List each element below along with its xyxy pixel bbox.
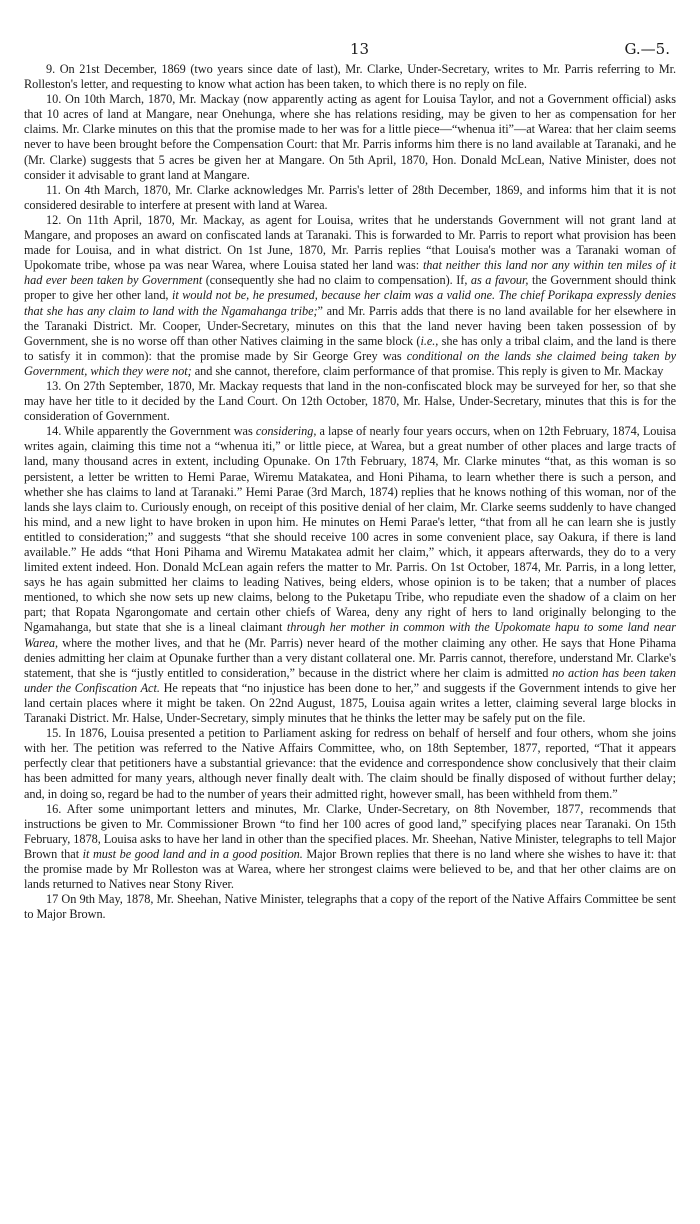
- italic-text: considering,: [255, 424, 317, 439]
- text-segment: she has only a tribal claim, and the land is there to satisfy it in common): that the promise made by Sir George Grey was: [24, 333, 677, 363]
- italic-text: no action has been taken under the Confiscation Act.: [24, 665, 676, 695]
- text-segment: 17 On 9th May, 1878, Mr. Sheehan, Native Minister, telegraphs that a copy of the report of the Native Affairs Committee be sent to Major Brown.: [24, 892, 676, 922]
- text-segment: where the mother lives, and that he (Mr. Parris) never heard of the mother claiming any other. He says that Hone Pihama denies admitting her claim at Opunake further than a very distant collateral one. Mr. Parris cannot, therefore, understand Mr. Clarke's statement, that she is “justly entitled to consideration,” because in the district where her claim is admitted: [24, 635, 676, 680]
- paragraph: [24, 62, 676, 92]
- paragraph: [24, 213, 676, 379]
- paragraph: [24, 802, 676, 893]
- document-code: G.—5.: [624, 40, 670, 58]
- paragraph: [24, 379, 676, 424]
- text-segment: a lapse of nearly four years occurs, when on 12th February, 1874, Louisa writes again, claiming this time not a “whenua iti,” or little piece, at Warea, but a great number of other places and large tracts of land, many thousand acres in extent, including Opunake. On 17th February, 1874, Mr. Clarke minutes “that, as this woman is so persistent, a letter be written to Hemi Parae, Wiremu Matakatea, and Honi Pihama, to learn whether there is such a person, and whether she has claims to land at Taranaki.” Hemi Parae (3rd March, 1874) replies that he knows nothing of this woman, nor of the lands she lays claim to. Curiously enough, on receipt of this positive denial of her claim, Mr. Clarke seems suddenly to have changed his mind, and a new light to have broken in upon him. He minutes on Hemi Parae's letter, “that from all he can learn she is justly entitled to consideration;” and suggests “that she should receive 100 acres in some convenient place, say Oakura, if there is land available.” He adds “that Honi Pihama and Wiremu Matakatea admit her claim,” which, it appears afterwards, they do to a very limited extent indeed. Hon. Donald McLean again refers the matter to Mr. Parris. On 1st October, 1874, Mr. Parris, in a long letter, says he has again submitted her claims to leading Natives, being elders, whose opinion is to be taken; that a number of places mentioned, to which she now sets up new claims, belong to the Puketapu Tribe, who repudiate even the shadow of a claim on her part; that Ropata Ngarongomate and certain other chiefs of Warea, deny any right of hers to land originally belonging to the Ngamahanga, but state that she is a lineal claimant: [24, 424, 676, 635]
- text-segment: 16. After some unimportant letters and minutes, Mr. Clarke, Under-Secretary, on 8th November, 1877, recommends that instructions be given to Mr. Commissioner Brown “to find her 100 acres of good land,” specifying places near Taranaki. On 15th February, 1878, Louisa asks to have her land in other than the specified places. Mr. Sheehan, Native Minister, telegraphs to tell Major Brown that: [24, 801, 676, 861]
- text-segment: ” and Mr. Parris adds that there is no land available for her elsewhere in the Taranaki District. Mr. Cooper, Under-Secretary, minutes on this that the land never having been taken possession of by Government, she is no worse off than other Natives claiming in the same block (: [24, 303, 676, 348]
- text-segment: (consequently she had no claim to compensation). If,: [202, 273, 471, 288]
- page-header: [24, 0, 676, 62]
- text-segment: and she cannot, therefore, claim performance of that promise. This reply is given to Mr. Mackay: [191, 363, 664, 378]
- italic-text: that neither this land nor any within ten miles of it had ever been taken by Government: [24, 258, 676, 288]
- italic-text: as a favour,: [470, 273, 529, 288]
- paragraph: [24, 726, 676, 801]
- body-text: [24, 62, 676, 922]
- italic-text: it must be good land and in a good position.: [82, 846, 303, 861]
- text-segment: 14. While apparently the Government was: [46, 424, 256, 439]
- text-segment: He repeats that “no injustice has been done to her,” and suggests if the Government intends to give her land certain places where it might be taken. On 22nd August, 1875, Louisa again writes a letter, claiming several large blocks in Taranaki District. Mr. Halse, Under-Secretary, simply minutes that he thinks the letter may be safely put on the file.: [24, 680, 676, 726]
- text-segment: 10. On 10th March, 1870, Mr. Mackay (now apparently acting as agent for Louisa Taylor, and not a Government official) asks that 10 acres of land at Mangare, near Onehunga, where she has relations residing, may be given to her as compensation for her claims. Mr. Clarke minutes on this that the promise made to her was for a little piece—“whenua iti”—at Warea: that her claim seems never to have been brought before the Compensation Court: that Mr. Parris informs him there is no land available at Taranaki, and he (Mr. Clarke) suggests that 5 acres be given her at Mangare. On 5th April, 1870, Hon. Donald McLean, Native Minister, does not consider it advisable to grant land at Mangare.: [24, 92, 676, 182]
- paragraph: [24, 424, 676, 726]
- italic-text: it would not be, he presumed, because her claim was a valid one. The chief Porikapa expressly denies that she has any claim to land with the Ngamahanga tribe;: [24, 288, 676, 318]
- text-segment: the Government should think proper to give her other land,: [24, 273, 676, 303]
- paragraph: [24, 892, 676, 922]
- italic-text: conditional on the lands she claimed being taken by Government, which they were not;: [24, 348, 676, 378]
- paragraph: [24, 183, 676, 213]
- text-segment: 13. On 27th September, 1870, Mr. Mackay requests that land in the non-confiscated block may be surveyed for her, so that she may have her title to it decided by the Land Court. On 12th October, 1870, Mr. Halse, Under-Secretary, minutes that this is for the consideration of Government.: [24, 378, 676, 424]
- text-segment: 12. On 11th April, 1870, Mr. Mackay, as agent for Louisa, writes that he understands Government will not grant land at Mangare, and proposes an award on confiscated lands at Taranaki. This is forwarded to Mr. Parris to report what provision has been made for Louisa, and in what district. On 1st June, 1870, Mr. Parris replies “that Louisa's mother was a Taranaki woman of Upokomate tribe, whose pa was near Warea, where Louisa stated her land was:: [24, 212, 676, 273]
- paragraph: [24, 92, 676, 183]
- text-segment: 11. On 4th March, 1870, Mr. Clarke acknowledges Mr. Parris's letter of 28th December, 1869, and informs him that it is not considered desirable to interfere at present with land at Warea.: [24, 182, 676, 212]
- italic-text: i.e.,: [420, 333, 439, 348]
- text-segment: 15. In 1876, Louisa presented a petition to Parliament asking for redress on behalf of herself and four others, whom she joins with her. The petition was referred to the Native Affairs Committee, who, on 18th September, 1877, reported, “That it appears perfectly clear that petitioners have a substantial grievance: that the evidence and correspondence show conclusively that their claim has been admitted for many years, although never finally dealt with. The claim should be finally disposed of without further delay; and, in doing so, regard be had to the number of years their admitted right, however small, has been withheld from them.”: [24, 726, 676, 801]
- page-number: 13: [350, 40, 370, 58]
- text-segment: 9. On 21st December, 1869 (two years since date of last), Mr. Clarke, Under-Secretary, writes to Mr. Parris referring to Mr. Rolleston's letter, and requesting to know what action has been taken, to which there is no reply on file.: [24, 62, 676, 92]
- italic-text: through her mother in common with the Upokomate hapu to some land near Warea,: [24, 620, 676, 650]
- text-segment: Major Brown replies that there is no land where she wishes to have it: that the promise made by Mr Rolleston was at Warea, where her strongest claims were believed to be, and that her other claims are on lands returned to Natives near Stony River.: [24, 846, 676, 892]
